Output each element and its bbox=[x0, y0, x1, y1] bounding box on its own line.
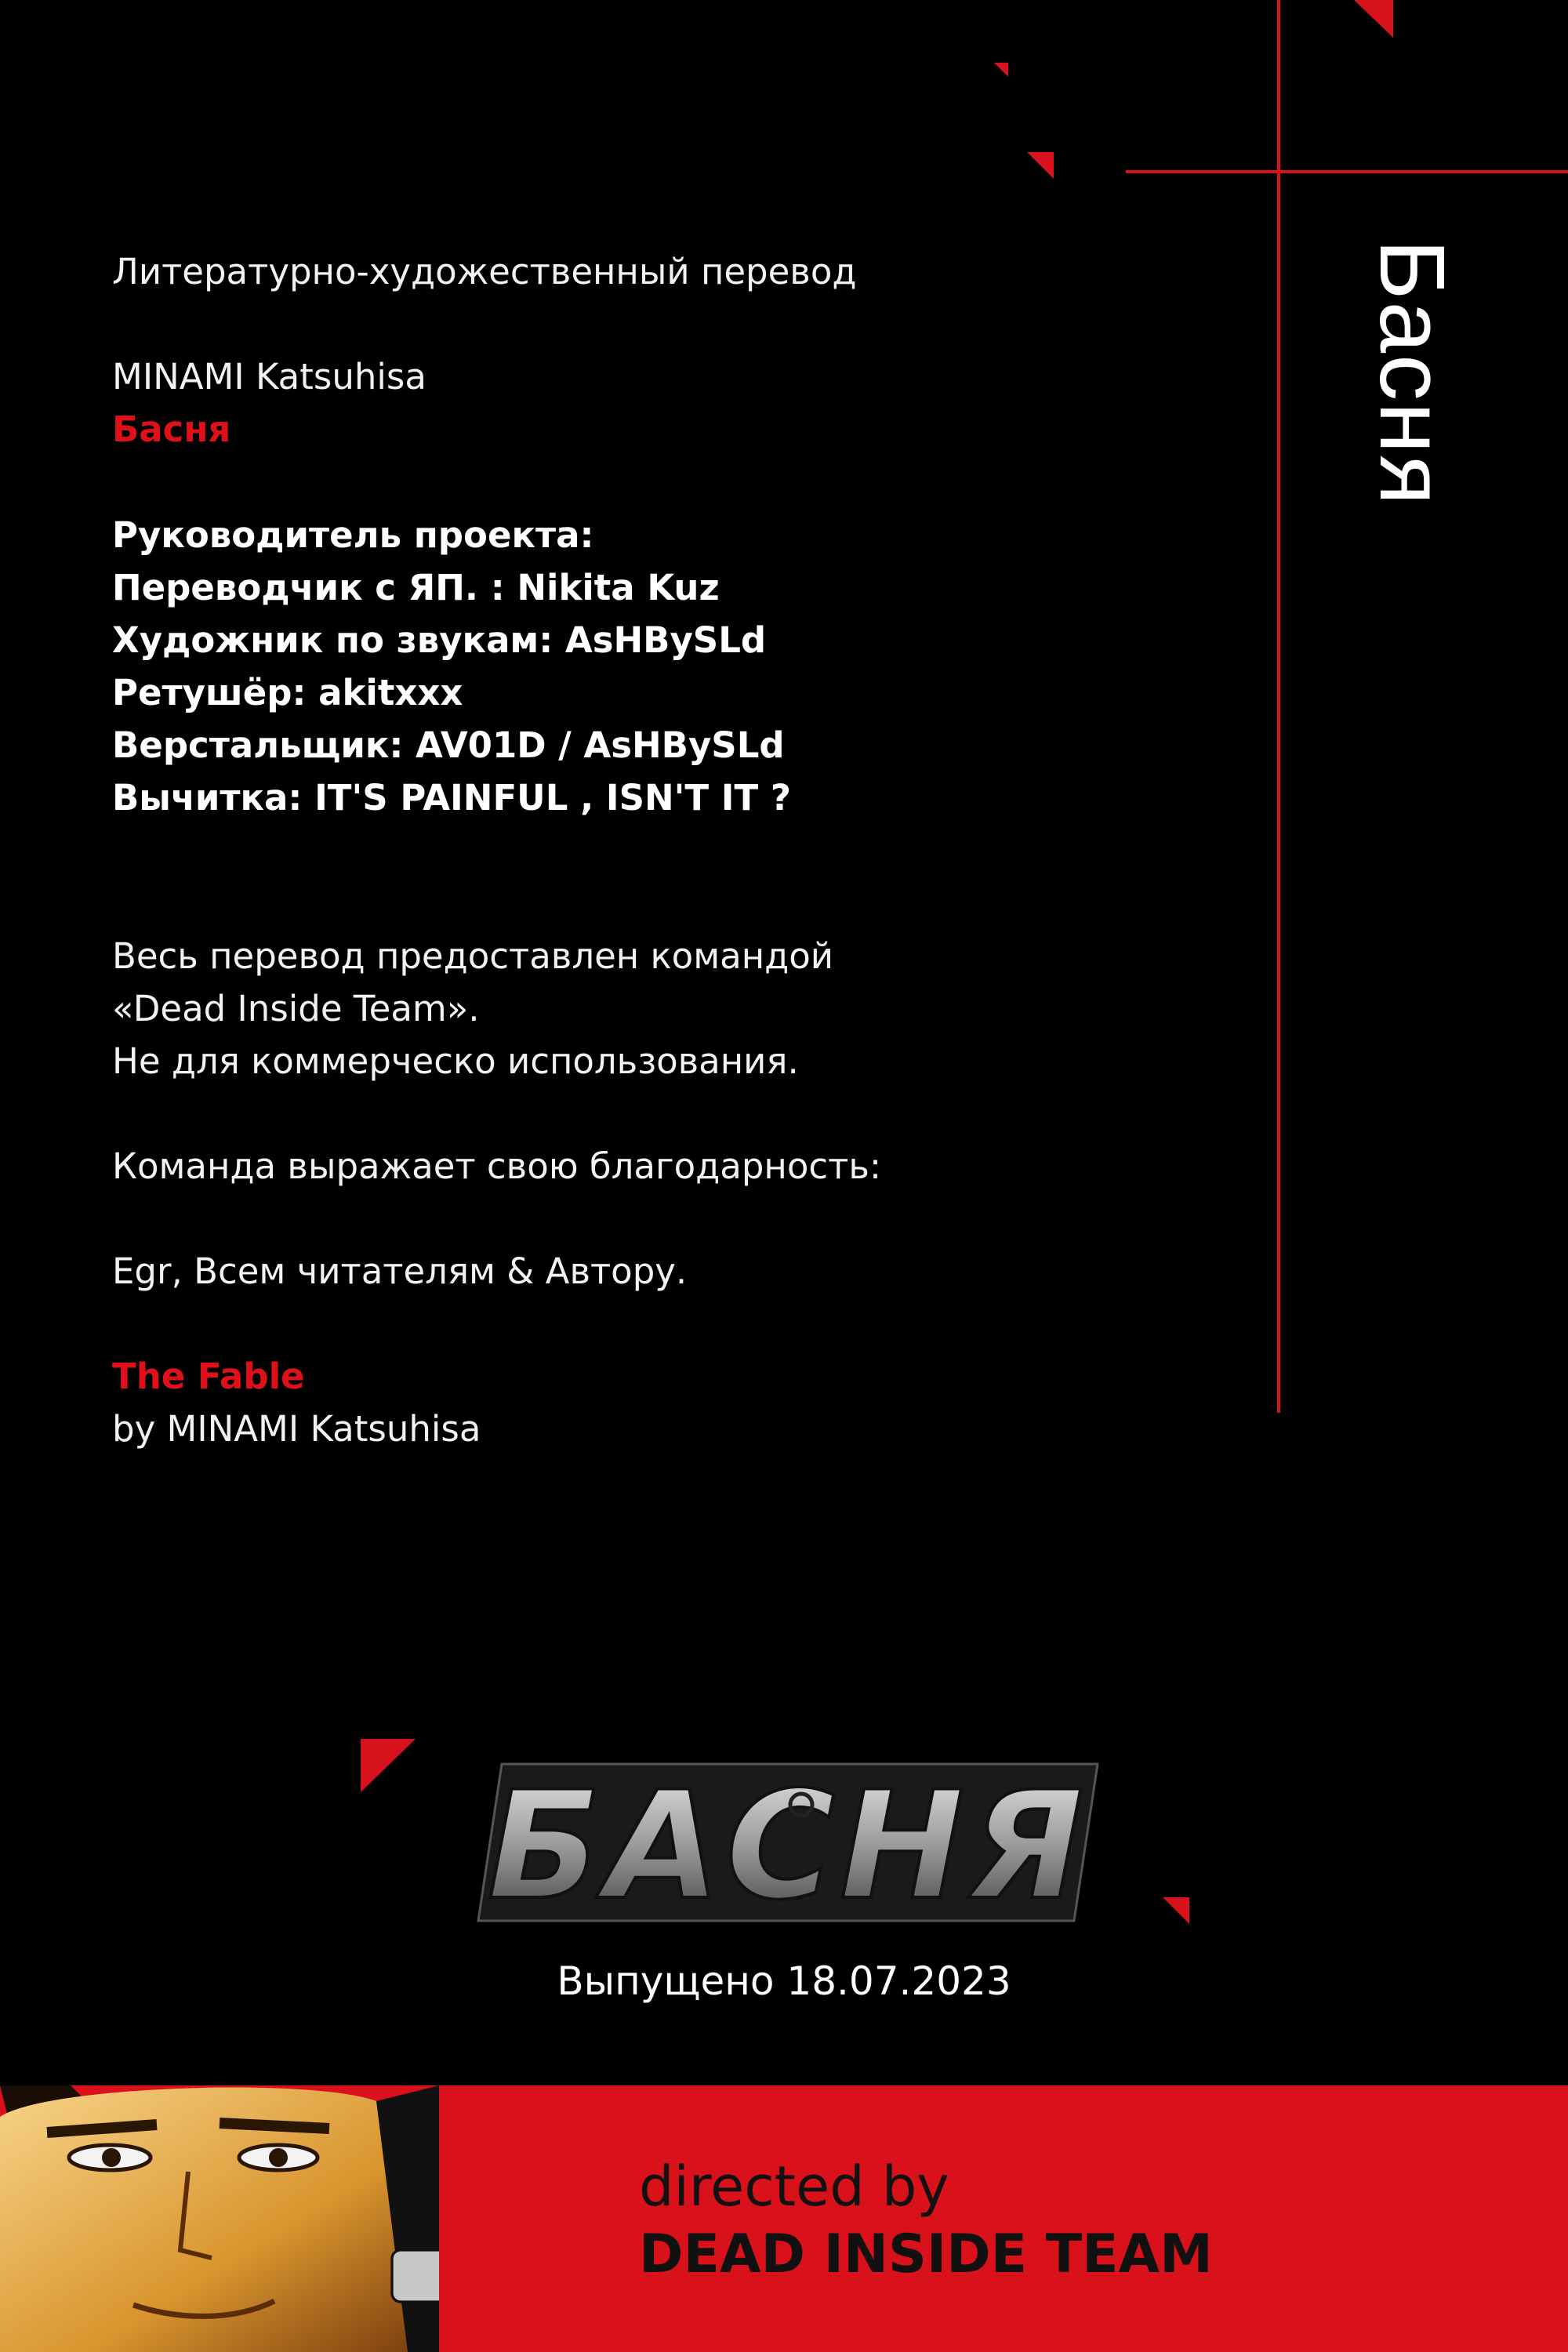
red-vertical-line bbox=[1277, 0, 1280, 1413]
credit-typesetter: Верстальщик: AV01D / AsHBySLd bbox=[112, 724, 785, 766]
directed-by-label: directed by bbox=[639, 2154, 949, 2219]
credit-proofreader: Вычитка: IT'S PAINFUL , ISN'T IT ? bbox=[112, 777, 791, 818]
original-byline: by MINAMI Katsuhisa bbox=[112, 1408, 481, 1450]
translation-label: Литературно-художественный перевод bbox=[112, 251, 857, 292]
credit-sfx-artist: Художник по звукам: AsHBySLd bbox=[112, 619, 767, 661]
logo-text: БАСНЯ bbox=[487, 1759, 1089, 1929]
character-portrait-image bbox=[0, 2085, 439, 2352]
team-name: DEAD INSIDE TEAM bbox=[639, 2223, 1213, 2285]
red-horizontal-line bbox=[1126, 170, 1568, 173]
author-name: MINAMI Katsuhisa bbox=[112, 356, 426, 397]
thanks-heading: Команда выражает свою благодарность: bbox=[112, 1145, 882, 1187]
thanks-names: Egr, Всем читателям & Автору. bbox=[112, 1250, 688, 1292]
notice-line-3: Не для коммерческо использования. bbox=[112, 1040, 799, 1082]
team-banner bbox=[0, 2085, 1568, 2352]
title-ru: Басня bbox=[112, 408, 231, 450]
red-triangle-logo-right bbox=[1163, 1897, 1189, 1924]
red-triangle-small bbox=[994, 63, 1008, 77]
credit-retoucher: Ретушёр: akitxxx bbox=[112, 672, 463, 713]
red-triangle-top-right bbox=[1354, 0, 1393, 38]
release-date: Выпущено 18.07.2023 bbox=[557, 1958, 1011, 2004]
notice-line-2: «Dead Inside Team». bbox=[112, 988, 480, 1029]
credit-project-lead: Руководитель проекта: bbox=[112, 514, 594, 556]
red-triangle-small-2 bbox=[1027, 152, 1054, 179]
red-triangle-logo-left bbox=[361, 1739, 416, 1792]
basnya-logo bbox=[470, 1756, 1105, 1929]
side-title: Басня bbox=[1360, 239, 1464, 507]
original-title: The Fable bbox=[112, 1356, 305, 1397]
notice-line-1: Весь перевод предоставлен командой bbox=[112, 935, 834, 977]
credit-translator: Переводчик с ЯП. : Nikita Kuz bbox=[112, 567, 720, 608]
